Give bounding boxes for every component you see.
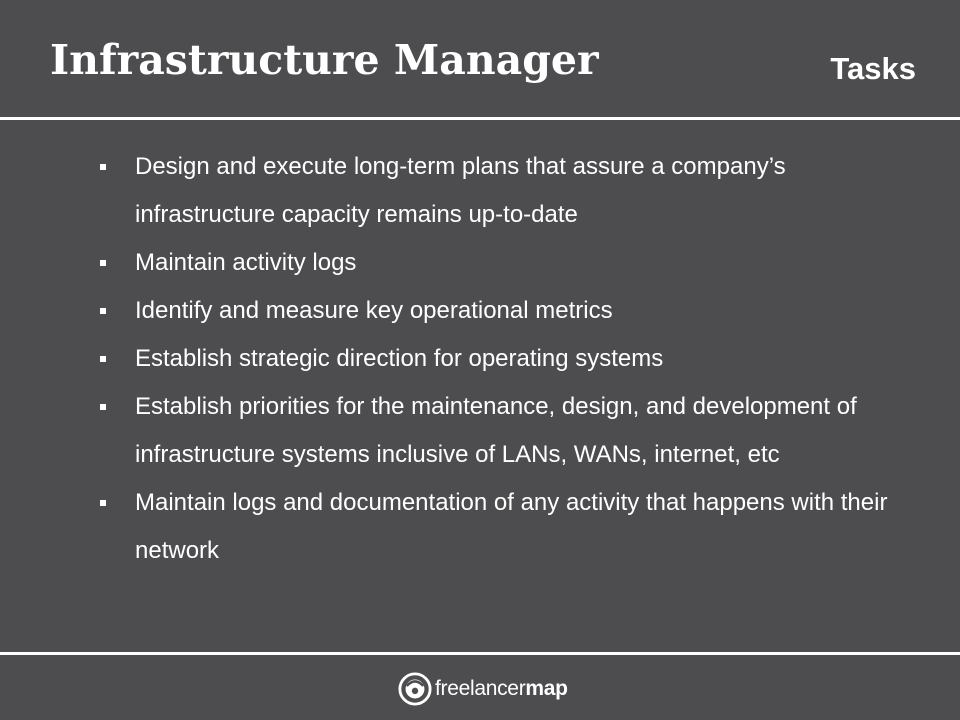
task-text: Maintain logs and documentation of any activity that happens with their network (135, 489, 888, 564)
list-item (100, 287, 900, 335)
list-item (100, 479, 900, 575)
section-label: Tasks (830, 51, 916, 86)
bullet-icon (100, 164, 106, 170)
footer (0, 655, 960, 720)
task-text: Maintain activity logs (135, 249, 357, 276)
bullet-icon (100, 356, 106, 362)
brand-name (435, 676, 568, 702)
task-list (100, 143, 900, 575)
list-item (100, 383, 900, 479)
header (0, 0, 960, 118)
bullet-icon (100, 260, 106, 266)
task-text: Design and execute long-term plans that assure a company’s infrastructure capacity remains up-to-date (135, 153, 786, 228)
brand-name-light: freelancer (435, 677, 526, 700)
task-text: Establish strategic direction for operating systems (135, 345, 664, 372)
page-title: Infrastructure Manager (50, 36, 599, 84)
list-item (100, 335, 900, 383)
header-divider (0, 117, 960, 120)
list-item (100, 239, 900, 287)
list-item (100, 143, 900, 239)
freelancermap-logo-icon (398, 672, 432, 706)
bullet-icon (100, 308, 106, 314)
task-text: Establish priorities for the maintenance, design, and development of infrastructure systems inclusive of LANs, WANs, internet, etc (135, 393, 857, 468)
bullet-icon (100, 404, 106, 410)
task-text: Identify and measure key operational metrics (135, 297, 613, 324)
brand-logo (398, 671, 568, 707)
bullet-icon (100, 500, 106, 506)
brand-name-bold: map (525, 677, 568, 700)
